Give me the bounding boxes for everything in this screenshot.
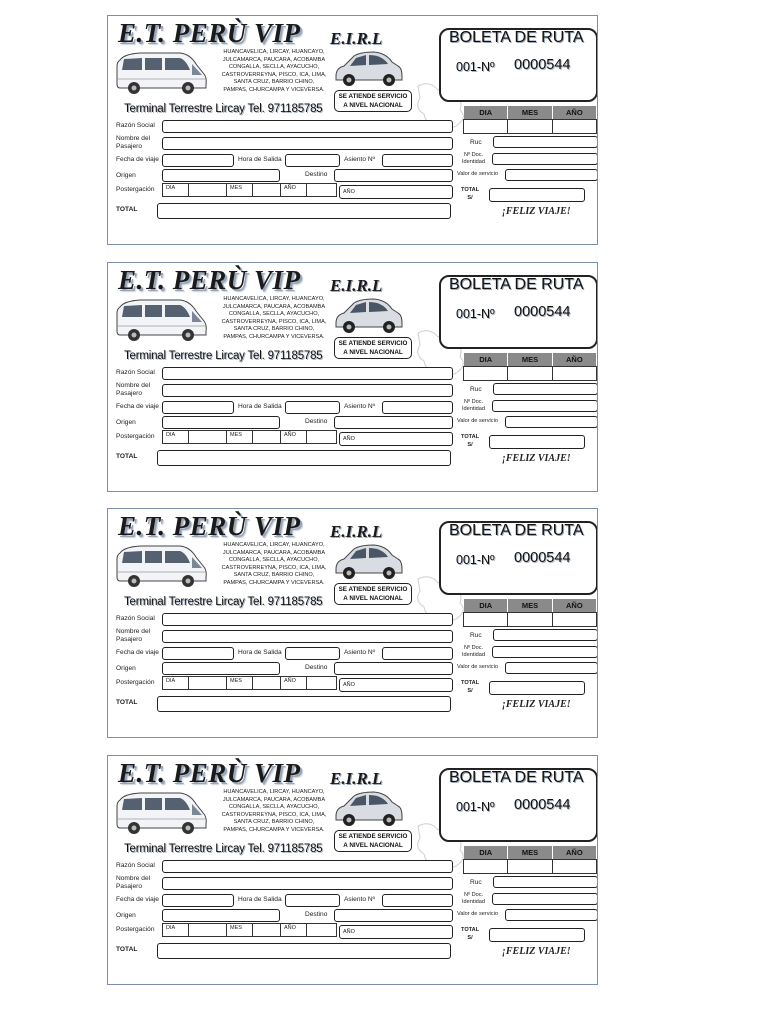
total-soles-field[interactable] (489, 681, 585, 695)
date-cells (464, 612, 597, 627)
nombre-label-2: Pasajero (116, 390, 143, 397)
date-cell-dia[interactable] (463, 119, 508, 134)
total-soles-field[interactable] (489, 928, 585, 942)
company-suffix: E.I.R.L (330, 769, 383, 788)
total-soles-label: TOTAL S/ (461, 434, 480, 448)
farewell-text: ¡FELIZ VIAJE! (502, 453, 571, 464)
date-cell-mes[interactable] (507, 366, 552, 381)
razon-social-label: Razón Social (116, 862, 155, 869)
fecha-viaje-label: Fecha de viaje (116, 649, 159, 656)
postergacion-label: Postergación (116, 679, 155, 686)
routes-text: HUANCAVELICA, LIRCAY, HUANCAYO, JULCAMARCA, PAUCARA, ACOBAMBA CONGALLA, SECLLA, AYACUCHO, CASTROVERREYNA, PISCO, ICA, LIMA, SANTA CRUZ, BARRIO CHINO, PAMPAS, CHURCAMPA Y VICEVERSA. (221, 542, 327, 586)
ticket-number: 0000544 (514, 797, 571, 813)
hora-salida-label: Hora de Salida (238, 403, 282, 410)
hora-salida-label: Hora de Salida (238, 156, 282, 163)
destino-field[interactable] (334, 909, 453, 922)
ticket-number: 0000544 (514, 57, 571, 73)
valor-servicio-field[interactable] (505, 169, 598, 181)
total-soles-label: TOTAL S/ (461, 187, 480, 201)
company-suffix: E.I.R.L (330, 522, 383, 541)
asiento-label: Asiento Nº (344, 896, 375, 903)
terminal-text: Terminal Terrestre Lircay Tel. 971185785 (124, 350, 323, 362)
date-header-mes: MES (508, 599, 552, 612)
date-cell-dia[interactable] (463, 612, 508, 627)
hora-salida-field[interactable] (285, 647, 340, 660)
destino-field[interactable] (334, 169, 453, 182)
asiento-field[interactable] (382, 401, 453, 414)
serie-label: 001-Nº (456, 60, 495, 74)
van-icon (114, 50, 208, 96)
doc-title: BOLETA DE RUTA (449, 29, 584, 46)
terminal-text: Terminal Terrestre Lircay Tel. 971185785 (124, 843, 323, 855)
date-cell-dia[interactable] (463, 366, 508, 381)
hora-salida-field[interactable] (285, 894, 340, 907)
origen-field[interactable] (162, 169, 280, 182)
ruc-field[interactable] (493, 629, 598, 641)
date-cells (464, 119, 597, 134)
date-header (464, 106, 597, 119)
service-badge: SE ATIENDE SERVICIO A NIVEL NACIONAL (334, 583, 412, 605)
total-field[interactable] (157, 943, 451, 959)
destino-label: Destino (305, 171, 328, 178)
ticket-number: 0000544 (514, 304, 571, 320)
valor-servicio-field[interactable] (505, 416, 598, 428)
farewell-text: ¡FELIZ VIAJE! (502, 699, 571, 710)
fecha-viaje-label: Fecha de viaje (116, 403, 159, 410)
terminal-text: Terminal Terrestre Lircay Tel. 971185785 (124, 103, 323, 115)
ticket-copy-4 (107, 755, 598, 985)
destino-label: Destino (305, 418, 328, 425)
total-soles-field[interactable] (489, 188, 585, 202)
asiento-field[interactable] (382, 154, 453, 167)
farewell-text: ¡FELIZ VIAJE! (502, 206, 571, 217)
fecha-viaje-label: Fecha de viaje (116, 896, 159, 903)
total-soles-label: TOTAL S/ (461, 680, 480, 694)
razon-social-label: Razón Social (116, 369, 155, 376)
hora-salida-label: Hora de Salida (238, 649, 282, 656)
destino-label: Destino (305, 664, 328, 671)
ruc-field[interactable] (493, 136, 598, 148)
postergacion-label: Postergación (116, 926, 155, 933)
ticket-number: 0000544 (514, 550, 571, 566)
origen-label: Origen (116, 912, 136, 919)
doc-identidad-field[interactable] (492, 893, 598, 905)
date-header (464, 846, 597, 859)
company-name: E.T. PERÙ VIP (118, 18, 301, 48)
ticket-copy-2 (107, 262, 598, 492)
doc-identidad-field[interactable] (492, 400, 598, 412)
doc-identidad-label: Nº Doc. Identidad (462, 892, 486, 905)
company-suffix: E.I.R.L (330, 276, 383, 295)
postergacion-label: Postergación (116, 433, 155, 440)
nombre-label-1: Nombre del (116, 382, 151, 389)
valor-servicio-field[interactable] (505, 909, 598, 921)
ruc-field[interactable] (493, 876, 598, 888)
hora-salida-label: Hora de Salida (238, 896, 282, 903)
date-cells (464, 366, 597, 381)
service-badge: SE ATIENDE SERVICIO A NIVEL NACIONAL (334, 337, 412, 359)
razon-social-field[interactable] (162, 120, 453, 133)
postergacion-grid[interactable]: DIA MES AÑO (162, 183, 337, 197)
doc-title: BOLETA DE RUTA (449, 522, 584, 539)
van-icon (114, 297, 208, 343)
date-header-anio: AÑO (553, 106, 597, 119)
nombre-field[interactable] (162, 877, 453, 890)
nombre-field[interactable] (162, 384, 453, 397)
postergacion-label: Postergación (116, 186, 155, 193)
doc-identidad-field[interactable] (492, 153, 598, 165)
company-name: E.T. PERÙ VIP (118, 511, 301, 541)
origen-label: Origen (116, 665, 136, 672)
farewell-text: ¡FELIZ VIAJE! (502, 946, 571, 957)
origen-label: Origen (116, 419, 136, 426)
date-header-dia: DIA (464, 599, 508, 612)
total-label: TOTAL (116, 946, 138, 953)
ruc-label: Ruc (470, 139, 482, 146)
date-header-mes: MES (508, 106, 552, 119)
razon-social-field[interactable] (162, 367, 453, 380)
total-label: TOTAL (116, 699, 138, 706)
doc-identidad-label: Nº Doc. Identidad (462, 645, 486, 658)
origen-label: Origen (116, 172, 136, 179)
destino-label: Destino (305, 911, 328, 918)
postergacion-anio-field[interactable]: AÑO (339, 678, 453, 692)
routes-text: HUANCAVELICA, LIRCAY, HUANCAYO, JULCAMARCA, PAUCARA, ACOBAMBA CONGALLA, SECLLA, AYACUCHO, CASTROVERREYNA, PISCO, ICA, LIMA, SANTA CRUZ, BARRIO CHINO, PAMPAS, CHURCAMPA Y VICEVERSA. (221, 789, 327, 833)
car-icon (332, 46, 404, 92)
service-badge: SE ATIENDE SERVICIO A NIVEL NACIONAL (334, 90, 412, 112)
doc-identidad-label: Nº Doc. Identidad (462, 152, 486, 165)
ruc-label: Ruc (470, 632, 482, 639)
asiento-field[interactable] (382, 647, 453, 660)
ticket-copy-3 (107, 508, 598, 738)
company-suffix: E.I.R.L (330, 29, 383, 48)
asiento-label: Asiento Nº (344, 649, 375, 656)
nombre-label-2: Pasajero (116, 636, 143, 643)
date-header (464, 599, 597, 612)
routes-text: HUANCAVELICA, LIRCAY, HUANCAYO, JULCAMARCA, PAUCARA, ACOBAMBA CONGALLA, SECLLA, AYACUCHO, CASTROVERREYNA, PISCO, ICA, LIMA, SANTA CRUZ, BARRIO CHINO, PAMPAS, CHURCAMPA Y VICEVERSA. (221, 49, 327, 93)
date-header-anio: AÑO (553, 846, 597, 859)
date-header-anio: AÑO (553, 353, 597, 366)
serie-label: 001-Nº (456, 800, 495, 814)
ruc-label: Ruc (470, 386, 482, 393)
date-cell-anio[interactable] (552, 366, 597, 381)
company-name: E.T. PERÙ VIP (118, 265, 301, 295)
date-cell-anio[interactable] (552, 859, 597, 874)
fecha-viaje-field[interactable] (162, 647, 234, 660)
date-header-dia: DIA (464, 846, 508, 859)
asiento-field[interactable] (382, 894, 453, 907)
nombre-field[interactable] (162, 137, 453, 150)
fecha-viaje-field[interactable] (162, 894, 234, 907)
date-header-anio: AÑO (553, 599, 597, 612)
postergacion-grid[interactable]: DIA MES AÑO (162, 923, 337, 937)
nombre-label-1: Nombre del (116, 628, 151, 635)
ticket-copy-1 (107, 15, 598, 245)
nombre-field[interactable] (162, 630, 453, 643)
total-soles-field[interactable] (489, 435, 585, 449)
total-label: TOTAL (116, 206, 138, 213)
date-cell-anio[interactable] (552, 119, 597, 134)
total-label: TOTAL (116, 453, 138, 460)
razon-social-field[interactable] (162, 613, 453, 626)
valor-servicio-label: Valor de servicio (457, 664, 498, 670)
date-cell-anio[interactable] (552, 612, 597, 627)
fecha-viaje-label: Fecha de viaje (116, 156, 159, 163)
date-cell-mes[interactable] (507, 612, 552, 627)
valor-servicio-label: Valor de servicio (457, 418, 498, 424)
doc-title: BOLETA DE RUTA (449, 769, 584, 786)
ruc-label: Ruc (470, 879, 482, 886)
razon-social-label: Razón Social (116, 122, 155, 129)
total-field[interactable] (157, 696, 451, 712)
date-cell-dia[interactable] (463, 859, 508, 874)
ruc-field[interactable] (493, 383, 598, 395)
date-header-mes: MES (508, 353, 552, 366)
fecha-viaje-field[interactable] (162, 154, 234, 167)
origen-field[interactable] (162, 909, 280, 922)
nombre-label-2: Pasajero (116, 143, 143, 150)
postergacion-anio-field[interactable]: AÑO (339, 925, 453, 939)
postergacion-anio-field[interactable]: AÑO (339, 185, 453, 199)
asiento-label: Asiento Nº (344, 403, 375, 410)
routes-text: HUANCAVELICA, LIRCAY, HUANCAYO, JULCAMARCA, PAUCARA, ACOBAMBA CONGALLA, SECLLA, AYACUCHO, CASTROVERREYNA, PISCO, ICA, LIMA, SANTA CRUZ, BARRIO CHINO, PAMPAS, CHURCAMPA Y VICEVERSA. (221, 296, 327, 340)
postergacion-grid[interactable]: DIA MES AÑO (162, 430, 337, 444)
car-icon (332, 293, 404, 339)
company-name: E.T. PERÙ VIP (118, 758, 301, 788)
doc-identidad-field[interactable] (492, 646, 598, 658)
fecha-viaje-field[interactable] (162, 401, 234, 414)
valor-servicio-label: Valor de servicio (457, 171, 498, 177)
nombre-label-2: Pasajero (116, 883, 143, 890)
date-cell-mes[interactable] (507, 119, 552, 134)
valor-servicio-label: Valor de servicio (457, 911, 498, 917)
origen-field[interactable] (162, 416, 280, 429)
car-icon (332, 539, 404, 585)
doc-title: BOLETA DE RUTA (449, 276, 584, 293)
valor-servicio-field[interactable] (505, 662, 598, 674)
hora-salida-field[interactable] (285, 401, 340, 414)
hora-salida-field[interactable] (285, 154, 340, 167)
postergacion-grid[interactable]: DIA MES AÑO (162, 676, 337, 690)
origen-field[interactable] (162, 662, 280, 675)
van-icon (114, 543, 208, 589)
razon-social-label: Razón Social (116, 615, 155, 622)
date-header (464, 353, 597, 366)
serie-label: 001-Nº (456, 307, 495, 321)
doc-identidad-label: Nº Doc. Identidad (462, 399, 486, 412)
van-icon (114, 790, 208, 836)
destino-field[interactable] (334, 416, 453, 429)
razon-social-field[interactable] (162, 860, 453, 873)
serie-label: 001-Nº (456, 553, 495, 567)
nombre-label-1: Nombre del (116, 135, 151, 142)
date-header-dia: DIA (464, 353, 508, 366)
destino-field[interactable] (334, 662, 453, 675)
asiento-label: Asiento Nº (344, 156, 375, 163)
postergacion-anio-field[interactable]: AÑO (339, 432, 453, 446)
car-icon (332, 786, 404, 832)
total-soles-label: TOTAL S/ (461, 927, 480, 941)
nombre-label-1: Nombre del (116, 875, 151, 882)
total-field[interactable] (157, 203, 451, 219)
total-field[interactable] (157, 450, 451, 466)
date-cells (464, 859, 597, 874)
date-header-dia: DIA (464, 106, 508, 119)
date-cell-mes[interactable] (507, 859, 552, 874)
date-header-mes: MES (508, 846, 552, 859)
service-badge: SE ATIENDE SERVICIO A NIVEL NACIONAL (334, 830, 412, 852)
terminal-text: Terminal Terrestre Lircay Tel. 971185785 (124, 596, 323, 608)
